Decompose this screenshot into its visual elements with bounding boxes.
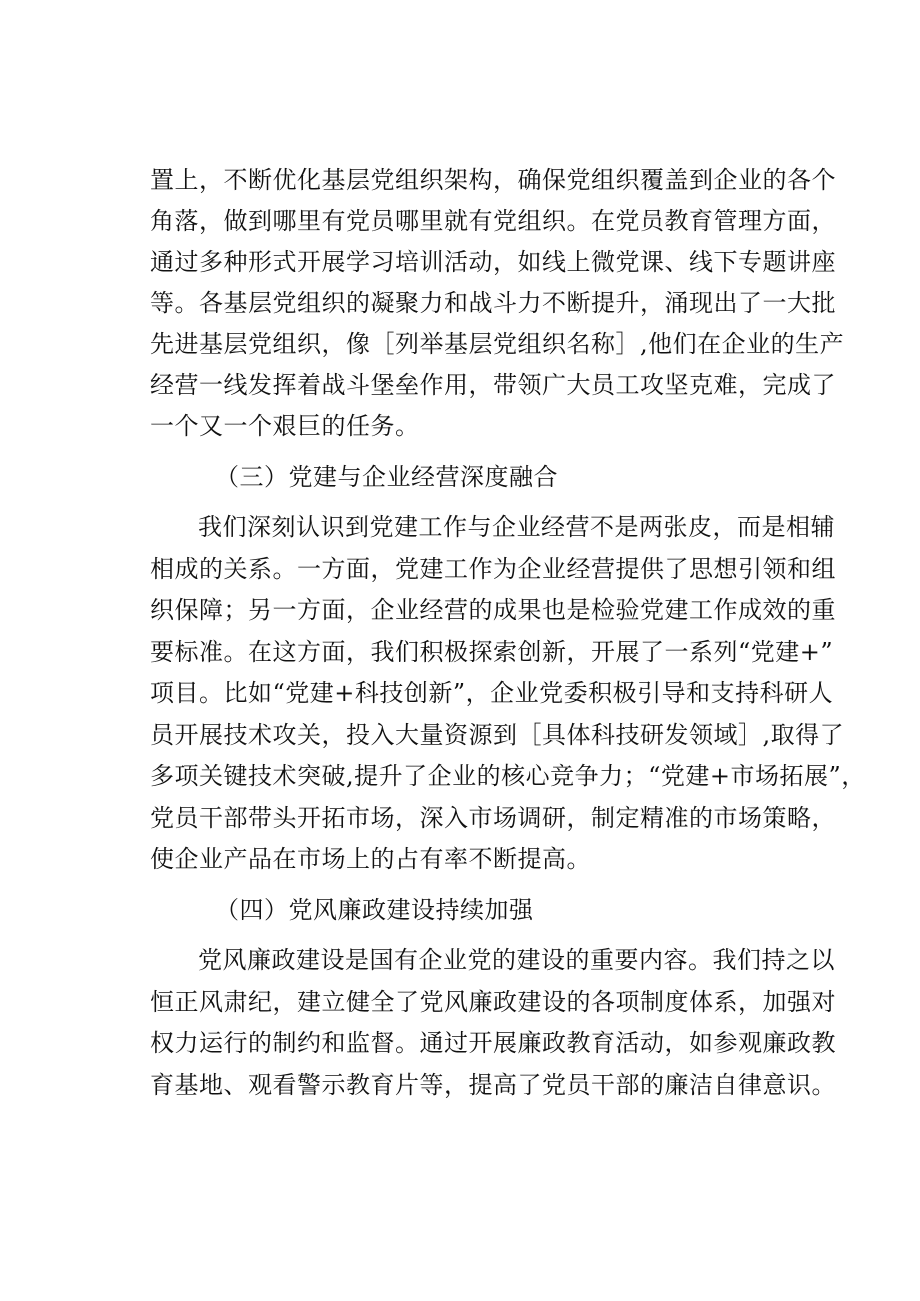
paragraph-3-line-4: 育基地、观看警示教育片等，提高了党员干部的廉洁自律意识。 [150, 1071, 836, 1099]
paragraph-1-line-7: 一个又一个艰巨的任务。 [150, 412, 420, 440]
paragraph-3-line-3: 权力运行的制约和监督。通过开展廉政教育活动，如参观廉政教 [150, 1029, 836, 1057]
paragraph-1-line-6: 经营一线发挥着战斗堡垒作用，带领广大员工攻坚克难，完成了 [150, 371, 836, 399]
paragraph-3-line-2: 恒正风肃纪，建立健全了党风廉政建设的各项制度体系，加强对 [150, 988, 836, 1016]
paragraph-1-line-3: 通过多种形式开展学习培训活动，如线上微党课、线下专题讲座 [150, 248, 836, 276]
paragraph-1-line-4: 等。各基层党组织的凝聚力和战斗力不断提升，涌现出了一大批 [150, 289, 836, 317]
paragraph-2-line-5: 项目。比如“党建+科技创新”，企业党委积极引导和支持科研人 [150, 679, 834, 707]
paragraph-2-line-3: 织保障；另一方面，企业经营的成果也是检验党建工作成效的重 [150, 596, 836, 624]
paragraph-2-line-7: 多项关键技术突破,提升了企业的核心竞争力；“党建+市场拓展”， [150, 762, 866, 790]
paragraph-2-line-4: 要标准。在这方面，我们积极探索创新，开展了一系列“党建+” [150, 638, 834, 666]
paragraph-1-line-1: 置上，不断优化基层党组织架构，确保党组织覆盖到企业的各个 [150, 166, 836, 194]
paragraph-2-line-8: 党员干部带头开拓市场，深入市场调研，制定精准的市场策略， [150, 804, 836, 832]
paragraph-2-line-9: 使企业产品在市场上的占有率不断提高。 [150, 845, 591, 873]
paragraph-2-line-1: 我们深刻认识到党建工作与企业经营不是两张皮，而是相辅 [198, 513, 835, 541]
paragraph-2-line-2: 相成的关系。一方面，党建工作为企业经营提供了思想引领和组 [150, 555, 836, 583]
paragraph-3-line-1: 党风廉政建设是国有企业党的建设的重要内容。我们持之以 [198, 946, 835, 974]
section-heading-3: （三）党建与企业经营深度融合 [215, 463, 558, 491]
paragraph-2-line-6: 员开展技术攻关，投入大量资源到［具体科技研发领域］,取得了 [150, 721, 845, 749]
section-heading-4: （四）党风廉政建设持续加强 [215, 896, 534, 924]
paragraph-1-line-5: 先进基层党组织，像［列举基层党组织名称］,他们在企业的生产 [150, 330, 845, 358]
paragraph-1-line-2: 角落，做到哪里有党员哪里就有党组织。在党员教育管理方面， [150, 207, 836, 235]
